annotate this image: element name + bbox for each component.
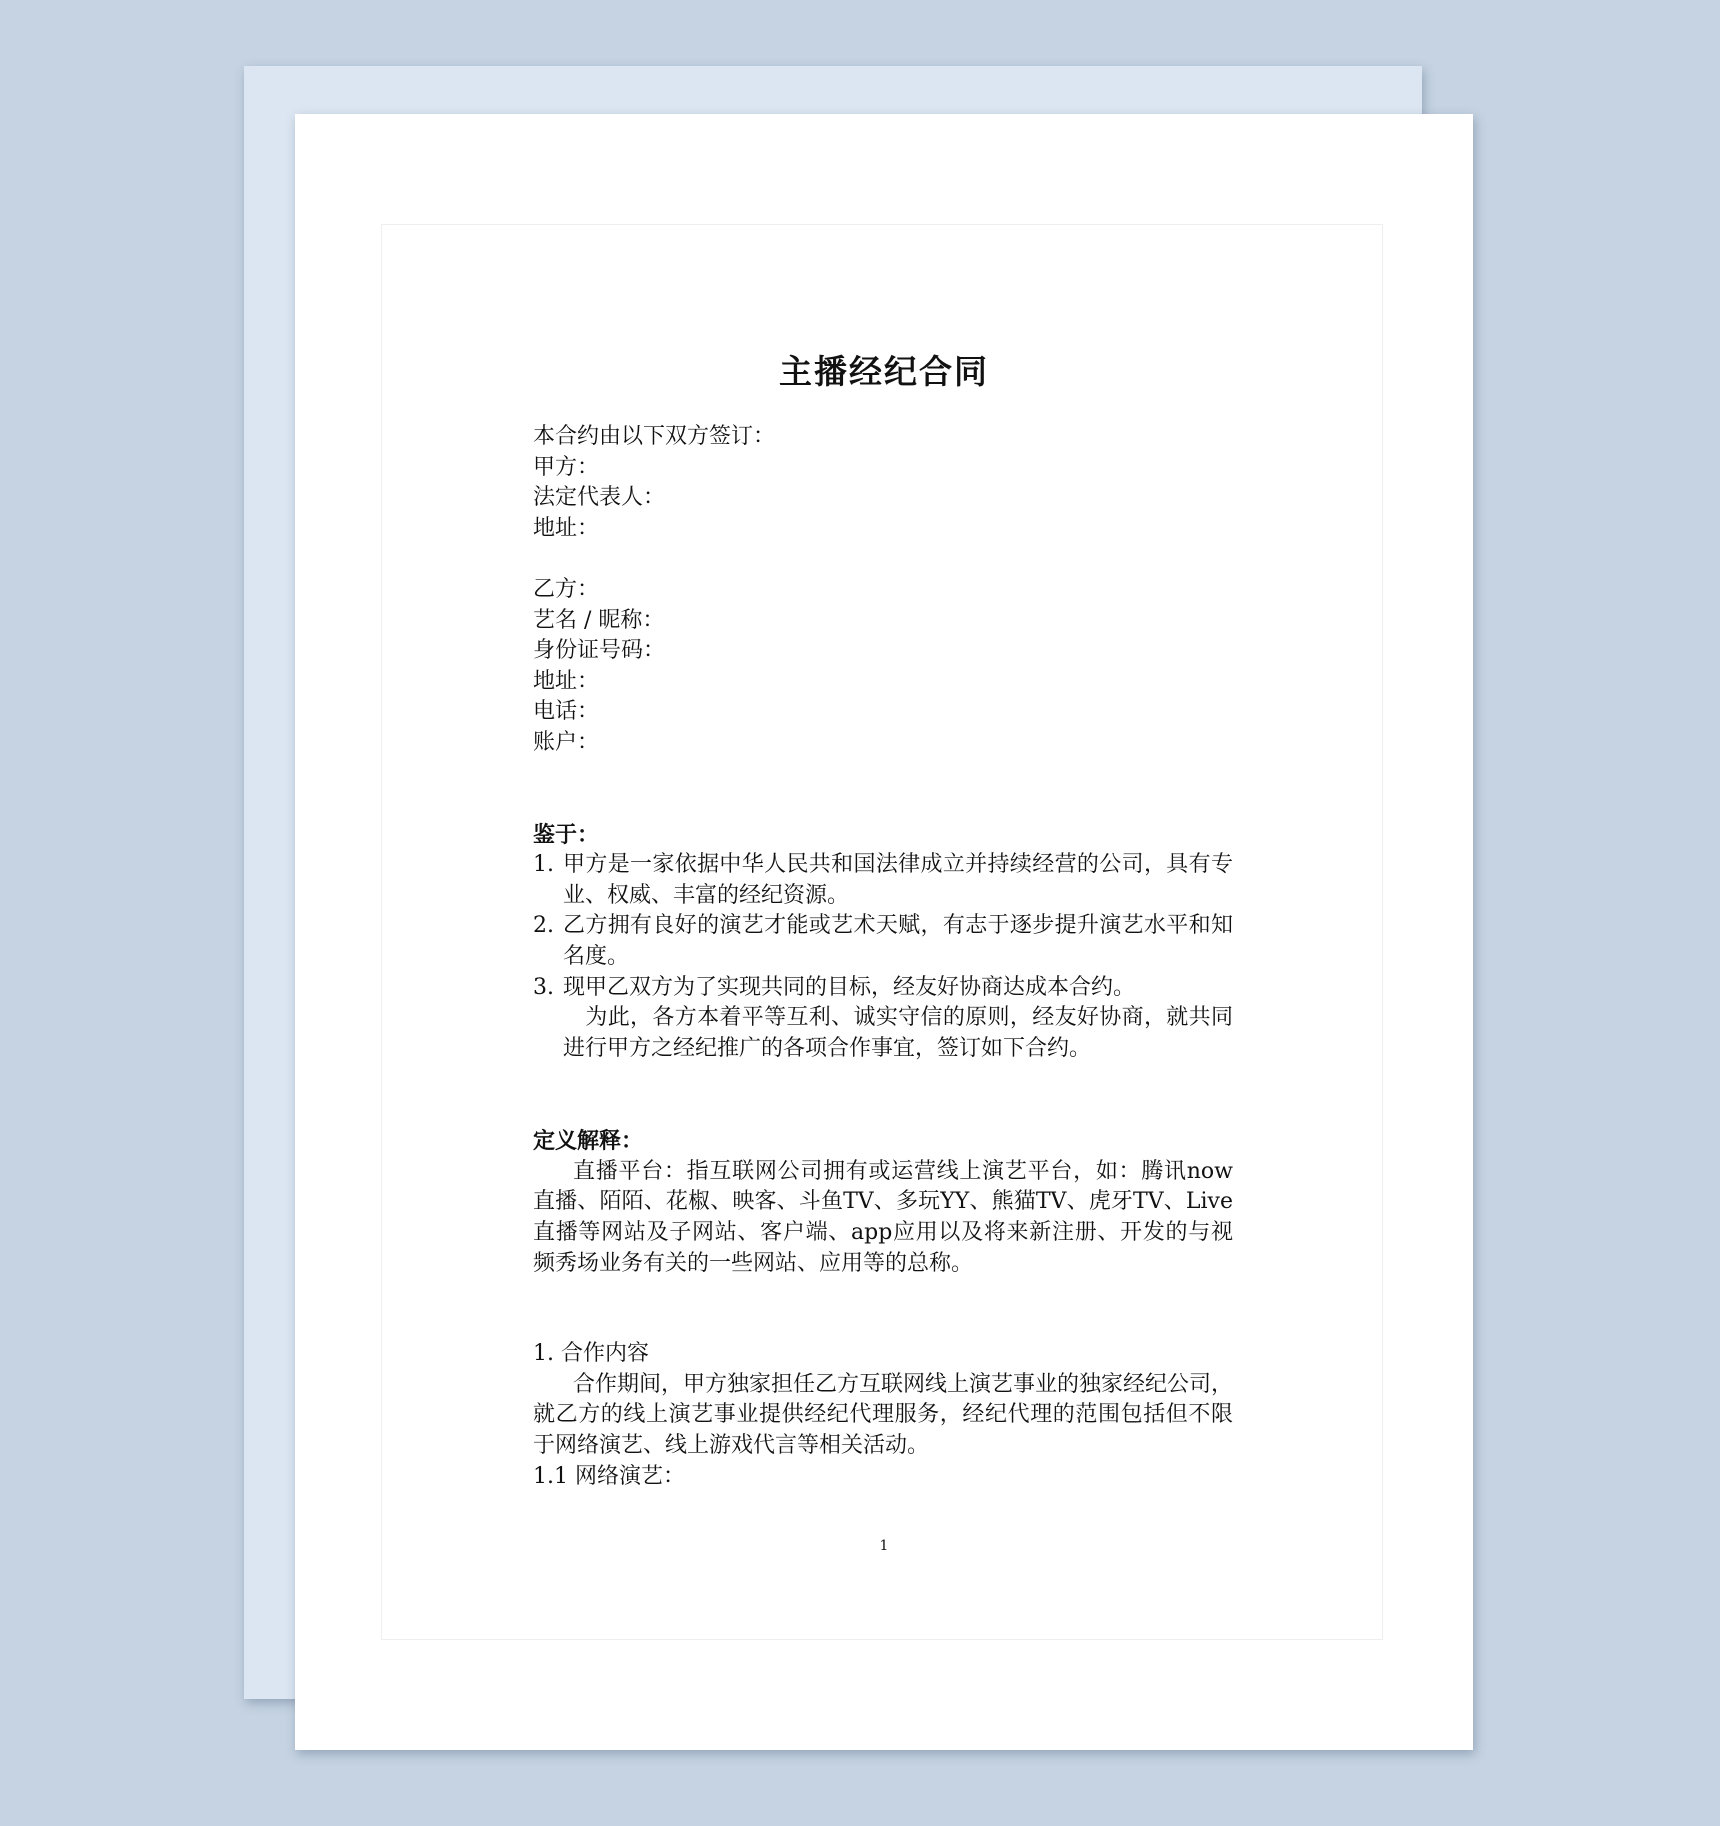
definitions-heading: 定义解释： — [533, 1128, 644, 1155]
document-body — [533, 422, 1233, 1492]
id-number-label: 身份证号码： — [533, 638, 666, 664]
account-label: 账户： — [533, 729, 600, 755]
document-page — [295, 114, 1473, 1750]
item-number: 1. — [533, 852, 554, 878]
phone-label: 电话： — [533, 699, 600, 725]
item-text: 乙方拥有良好的演艺才能或艺术天赋，有志于逐步提升演艺水平和知名度。 — [563, 913, 1233, 969]
whereas-item — [533, 973, 1233, 1004]
stage-name-label: 艺名 / 昵称： — [533, 607, 665, 633]
whereas-item — [533, 911, 1233, 972]
party-b-address-label: 地址： — [533, 668, 600, 694]
item-text: 甲方是一家依据中华人民共和国法律成立并持续经营的公司，具有专业、权威、丰富的经纪资源。 — [563, 852, 1233, 908]
page-number: 1 — [879, 1538, 889, 1554]
item-number: 2. — [533, 913, 554, 939]
party-a-address-label: 地址： — [533, 515, 600, 541]
item-text: 现甲乙双方为了实现共同的目标，经友好协商达成本合约。 — [563, 974, 1136, 1000]
document-title: 主播经纪合同 — [779, 352, 989, 391]
definitions-text: 直播平台：指互联网公司拥有或运营线上演艺平台，如：腾讯now直播、陌陌、花椒、映客、斗鱼TV、多玩YY、熊猫TV、虎牙TV、Live直播等网站及子网站、客户端、app应用以及将来新注册、开发的与视频秀场业务有关的一些网站、应用等的总称。 — [533, 1158, 1233, 1276]
party-b-label: 乙方： — [533, 576, 600, 602]
whereas-heading: 鉴于： — [533, 821, 600, 848]
section-1-heading: 1. 合作内容 — [533, 1341, 649, 1367]
party-a-label: 甲方： — [533, 454, 600, 480]
whereas-closing: 为此，各方本着平等互利、诚实守信的原则，经友好协商，就共同进行甲方之经纪推广的各项合作事宜，签订如下合约。 — [563, 1005, 1233, 1061]
legal-representative-label: 法定代表人： — [533, 485, 666, 511]
whereas-item — [533, 850, 1233, 911]
item-number: 3. — [533, 974, 554, 1000]
section-1-1-heading: 1.1 网络演艺： — [533, 1463, 685, 1489]
intro-line: 本合约由以下双方签订： — [533, 424, 776, 449]
section-1-text: 合作期间，甲方独家担任乙方互联网线上演艺事业的独家经纪公司，就乙方的线上演艺事业提供经纪代理服务，经纪代理的范围包括但不限于网络演艺、线上游戏代言等相关活动。 — [533, 1371, 1234, 1459]
